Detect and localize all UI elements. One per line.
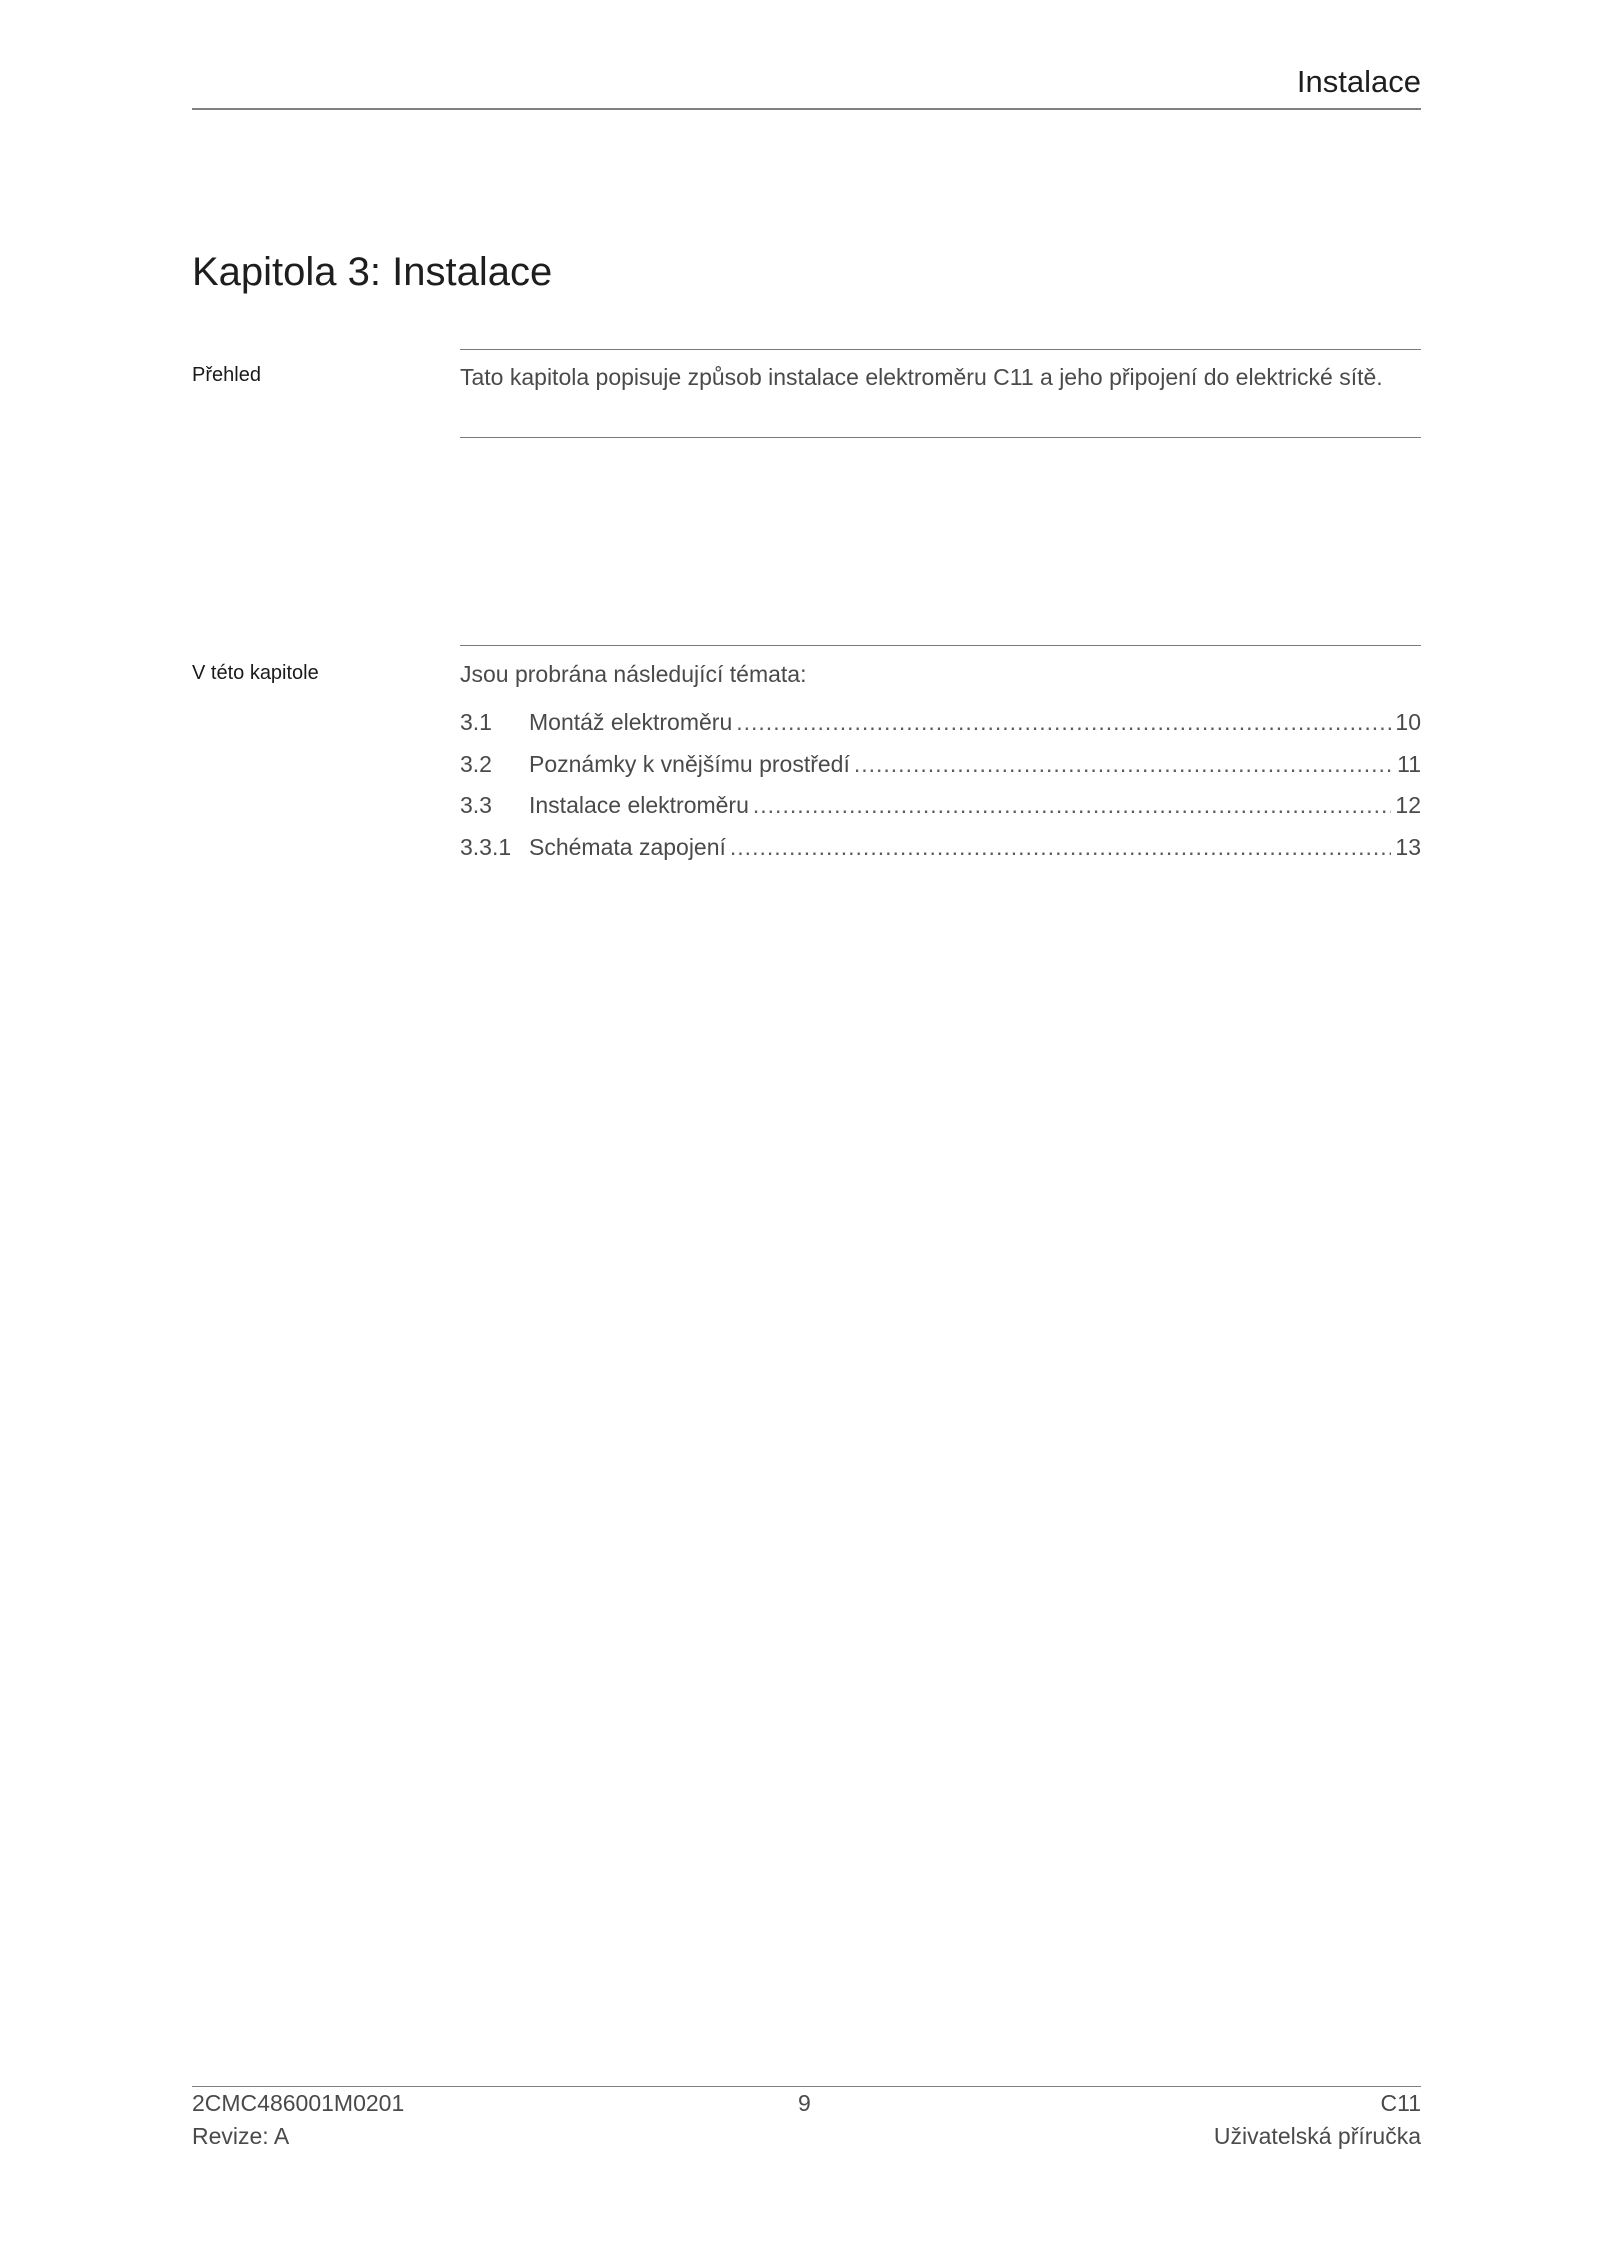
toc-leader-dots [854,751,1393,778]
footer-product: C11 [1380,2090,1421,2116]
toc-leader-dots [753,792,1392,819]
toc-entry-number: 3.3 [460,792,492,818]
toc-entry[interactable] [460,834,1421,876]
running-header-title: Instalace [1296,64,1421,99]
toc-entry[interactable] [460,792,1421,834]
toc-entry-number: 3.3.1 [460,833,512,860]
overview-text: Tato kapitola popisuje způsob instalace elektroměru C11 a jeho připojení do elektrické sítě. [460,364,1383,390]
toc-entry[interactable] [460,709,1421,751]
toc-entry-number: 3.1 [460,709,492,735]
toc-entry-title: Montáž elektroměru [529,709,733,735]
toc-leader-dots [736,709,1391,736]
overview-label: Přehled [192,364,261,386]
in-chapter-intro: Jsou probrána následující témata: [460,661,807,687]
toc-entry-title: Poznámky k vnějšímu prostředí [529,750,850,777]
in-chapter-top-rule [460,645,1421,646]
toc-entry-page: 11 [1397,750,1421,777]
table-of-contents [460,709,1421,875]
footer-divider [192,2086,1421,2087]
toc-entry[interactable] [460,751,1421,793]
overview-top-rule [460,349,1421,350]
overview-bottom-rule [460,437,1421,438]
toc-entry-title: Schémata zapojení [529,833,726,860]
footer-revision: Revize: A [192,2123,290,2149]
toc-entry-number: 3.2 [460,750,492,777]
header-divider [192,108,1421,110]
toc-entry-title: Instalace elektroměru [529,792,749,818]
footer-manual-title: Uživatelská příručka [1213,2123,1421,2149]
in-chapter-label: V této kapitole [192,662,319,684]
toc-entry-page: 13 [1395,833,1421,860]
toc-entry-page: 12 [1395,792,1421,818]
footer-doc-id: 2CMC486001M0201 [192,2090,405,2116]
chapter-title: Kapitola 3: Instalace [192,250,553,294]
footer-page-number: 9 [798,2090,811,2116]
toc-entry-page: 10 [1395,709,1421,735]
toc-leader-dots [730,834,1392,861]
